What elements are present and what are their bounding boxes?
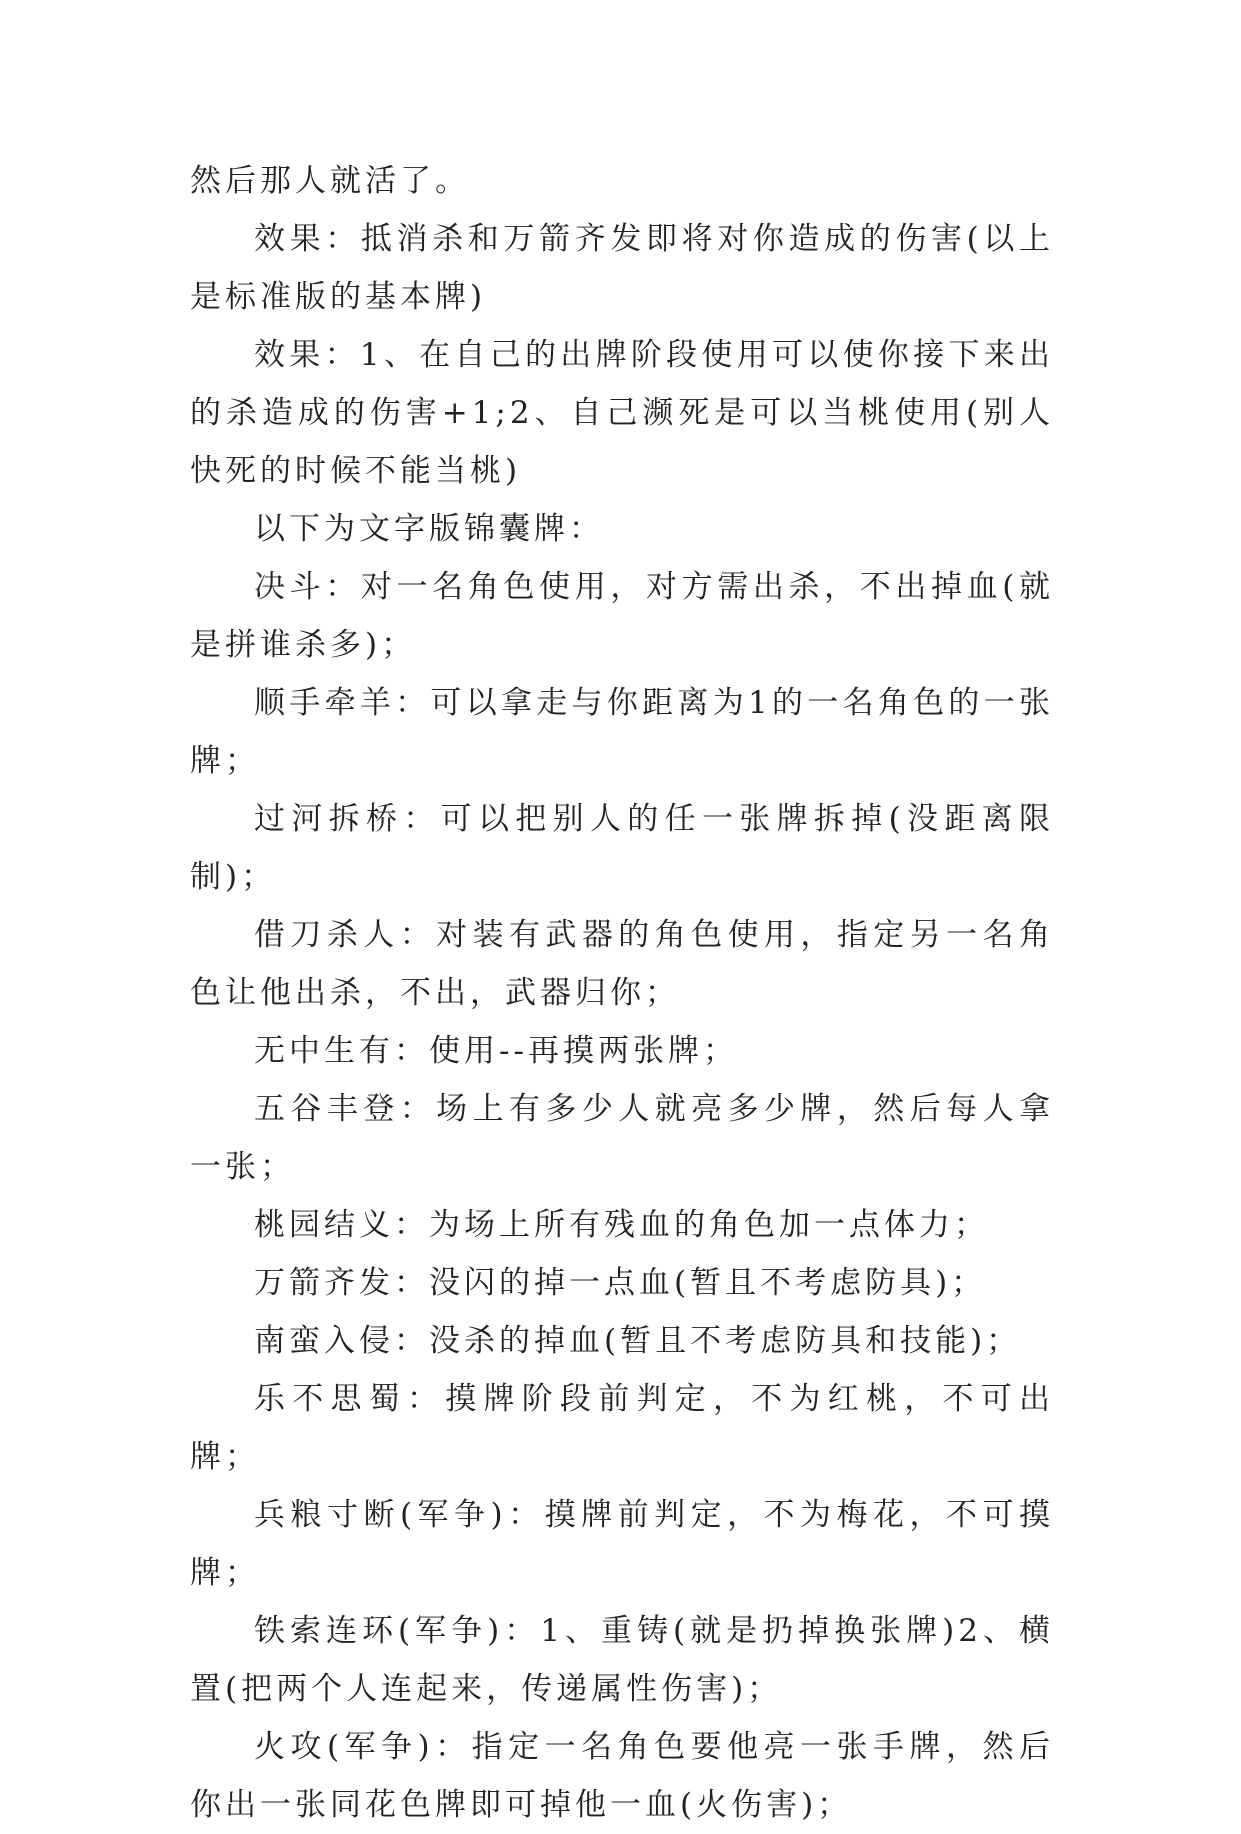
paragraph-savage-assault: 南蛮入侵：没杀的掉血(暂且不考虑防具和技能)； (254, 1323, 1022, 1359)
paragraph-ex-nihilo: 无中生有：使用--再摸两张牌； (254, 1033, 738, 1069)
paragraph-dismantle: 过河拆桥：可以把别人的任一张牌拆掉(没距离限制)； (190, 801, 1054, 895)
paragraph-arrow-barrage: 万箭齐发：没闪的掉一点血(暂且不考虑防具)； (254, 1265, 987, 1301)
paragraph-duel: 决斗：对一名角色使用，对方需出杀，不出掉血(就是拼谁杀多)； (190, 569, 1054, 663)
paragraph-iron-chain: 铁索连环(军争)：1、重铸(就是扔掉换张牌)2、横置(把两个人连起来，传递属性伤害)； (190, 1613, 1054, 1707)
paragraph-steal: 顺手牵羊：可以拿走与你距离为1的一名角色的一张牌； (190, 685, 1054, 779)
paragraph-tricks-heading: 以下为文字版锦囊牌： (254, 511, 604, 547)
document-body (190, 152, 1054, 1834)
paragraph-fire-attack: 火攻(军争)：指定一名角色要他亮一张手牌，然后你出一张同花色牌即可掉他一血(火伤害)； (190, 1729, 1054, 1823)
paragraph-indulgence: 乐不思蜀：摸牌阶段前判定，不为红桃，不可出牌； (190, 1381, 1054, 1475)
paragraph-wine-effect: 效果：1、在自己的出牌阶段使用可以使你接下来出的杀造成的伤害+1;2、自己濒死是可以当桃使用(别人快死的时候不能当桃) (190, 337, 1054, 489)
paragraph-revive: 然后那人就活了。 (190, 163, 470, 199)
paragraph-dodge-effect: 效果：抵消杀和万箭齐发即将对你造成的伤害(以上是标准版的基本牌) (190, 221, 1054, 315)
paragraph-supply-shortage: 兵粮寸断(军争)：摸牌前判定，不为梅花，不可摸牌； (190, 1497, 1054, 1591)
paragraph-harvest: 五谷丰登：场上有多少人就亮多少牌，然后每人拿一张； (190, 1091, 1054, 1185)
paragraph-borrowed-sword: 借刀杀人：对装有武器的角色使用，指定另一名角色让他出杀，不出，武器归你； (190, 917, 1054, 1011)
paragraph-peach-garden: 桃园结义：为场上所有残血的角色加一点体力； (254, 1207, 989, 1243)
